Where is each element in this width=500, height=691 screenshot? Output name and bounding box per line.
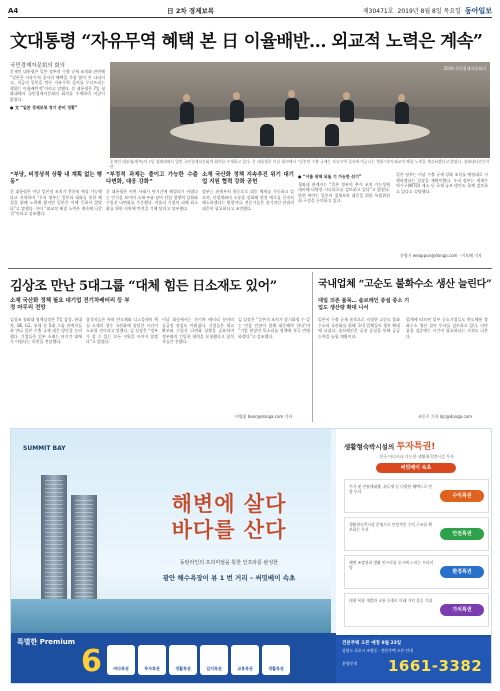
product-description: 대형 복합 개발과 교통 호재로 미래 가치 상승 기대 xyxy=(349,598,433,603)
product-description: 주거 및 전월세대출, 취득세 등 다양한 혜택으로 안정 투자 xyxy=(349,484,433,494)
issue-date: 2019년 8월 8일 목요일 xyxy=(397,8,461,15)
photo-figure xyxy=(340,100,354,122)
photo-figure-head xyxy=(288,90,295,98)
story2-column: 김상조 청와대 정책실장은 7일 삼성, 현대차, SK, LG, 롯데 등 5대 그룹 관계자들과 만나 일본 수출 규제 대응 방안을 논의했다. 기업들은 일부 소재는 단기간 대체가 어렵다는 의견을 전달했다. xyxy=(10,317,82,345)
main-kicker: 국민경제자문회의 회의 xyxy=(10,63,65,69)
ad-panel-title xyxy=(344,439,435,452)
premium-text: 특별한 Premium xyxy=(17,638,76,646)
ad-product-row xyxy=(344,555,489,589)
premium-chip: 생활특권 xyxy=(262,645,290,675)
premium-chips xyxy=(107,645,290,675)
body-column-1 xyxy=(10,172,102,217)
body-column-2 xyxy=(106,172,198,211)
body-column-3 xyxy=(202,172,294,211)
product-badge: 환경특권 xyxy=(440,566,484,578)
ad-panel-title-prefix: 생활형숙박시설의 xyxy=(344,443,395,451)
premium-label xyxy=(17,639,87,677)
premium-chip: 입지특권 xyxy=(200,645,228,675)
contact-detail: 강원도 속초시 조양동 · 견본주택 오픈 안내 xyxy=(342,648,413,653)
lead-text: 문재인 대통령은 일본 정부의 수출 규제 조치와 관련해 “일본은 자유무역 질서의 혜택을 가장 많이 본 나라이고, 지금의 일본을 만든 자유무역 질서를 무너뜨리는 행위는 이율배반적”이라고 말했다. 문 대통령은 7일 청와대에서 국민경제자문회의 회의를 주재하며 이같이 밝혔다. xyxy=(10,69,105,102)
photo-figure-head xyxy=(343,92,350,100)
photo-caption: 문재인 대통령(왼쪽)이 7일 청와대에서 열린 국민경제자문회의 회의를 주재하고 있다. 문 대통령은 이날 회의에서 “일본의 수출 규제는 자유무역 질서에 어긋나는 행위”라며 외교적 해결 노력을 계속하겠다고 밝혔다. 청와대사진기자단 xyxy=(110,159,490,169)
story3-column: 일본이 수출 규제 품목으로 지정한 고순도 불화수소의 국산화를 위해 국내 업체들이 생산 확대에 나섰다. 솔브레인은 공장 증설을 통해 공급 능력을 늘릴 계획이다. xyxy=(318,317,400,339)
photo-event-tag: 2019 국민경제자문회의 xyxy=(443,66,486,71)
product-description: 해변 조망권과 생활 인프라를 동시에 누리는 프리미엄 xyxy=(349,560,434,570)
body-column-4 xyxy=(298,172,390,204)
page-number: A4 xyxy=(8,6,19,15)
section-title: 日 2차 경제보복 xyxy=(167,7,215,15)
ad-panel-subtitle: 전국 어디서나 가능한 생활형숙박시설 투자 xyxy=(379,454,454,459)
contact-headline: 견본주택 오픈 예정 8월 23일 xyxy=(342,641,402,646)
product-description: 생활형숙박시설 운영으로 안정적인 수익 구조를 확보하는 투자 xyxy=(349,522,433,532)
ad-product-row xyxy=(344,593,489,627)
section-divider xyxy=(8,268,492,269)
column-text: 일본 정부는 이날 수출 규제 강화 조치를 예정대로 시행하겠다는 입장을 재확인했다. 우리 정부는 세계무역기구(WTO) 제소 등 국제 공조 방안도 함께 검토하고 있다고 설명했다. xyxy=(396,172,488,194)
column-quote: “부정적 과제는 줄이고 가능한 수출 다변화, 대응 강화” xyxy=(106,172,198,185)
story2-subhead: 소재 국산화 정책 필요 대기업 전기차배터리 등 부정 마무리 전망 xyxy=(10,298,130,311)
photo-figure xyxy=(395,102,409,124)
product-badge: 안전특권 xyxy=(440,528,484,540)
story2-column: 김 실장은 “일본의 조치가 장기화될 수 있는 만큼 민관이 함께 대응해야 한다”며 “기업 현장의 목소리를 정책에 적극 반영하겠다”고 강조했다. xyxy=(238,317,310,339)
ad-contact-box[interactable] xyxy=(336,637,492,683)
ad-copy-highlight: 광안 해수욕장이 뷰 1 번 거리 – 써밋베이 속초 xyxy=(162,574,296,582)
ad-slogan-line: 바다를 산다 xyxy=(171,517,287,542)
ad-slogan xyxy=(129,491,329,543)
product-badge: 가치특권 xyxy=(440,604,484,616)
ad-water xyxy=(11,599,331,637)
column-divider xyxy=(312,272,313,422)
advertisement[interactable] xyxy=(10,428,492,684)
ad-panel-title-main: 투자특권! xyxy=(396,442,436,452)
premium-number: 6 xyxy=(81,644,102,679)
story2-headline: 김상조 만난 5대그룹 “대체 힘든 日소재도 있어” xyxy=(10,279,277,294)
reporter-byline: 문병기 weappon@donga.com · 이보혜 기자 xyxy=(400,253,482,258)
photo-figure xyxy=(285,98,299,120)
contact-label: 분양문의 xyxy=(342,661,358,666)
page-header xyxy=(8,4,492,18)
ad-investment-panel xyxy=(336,429,492,635)
ad-product-row xyxy=(344,479,489,513)
story3-column: 업계에 따르면 일부 중소기업들도 반도체용 불화수소 생산 설비 투자를 검토하고 있다. 다만 품질 검증에는 시간이 필요하다는 지적도 나온다. xyxy=(406,317,488,339)
photo-table xyxy=(170,117,430,147)
story2-column: 이날 회동에서는 전기차 배터리 분야의 공급망 점검도 이뤄졌다. 기업들은 재고 확보와 수입선 다변화 상황을 공유하며 정부와의 긴밀한 협력을 요청했다고 참석자들은 전했다. xyxy=(162,317,234,345)
column-text: 문 대통령은 이날 일본의 조치가 충분히 예상 가능했다고 지적하며 “우리 정부는 일본과 대화를 통한 해결을 위해 노력해 왔지만 일본은 이에 응하지 않았다”고 말했다. 이어 “외교적 해결 노력은 계속해 나갈 것”이라고 강조했다. xyxy=(10,189,102,217)
column-subhead: ● “이를 위해 되돌 기 가능한 쉬기” xyxy=(298,174,362,179)
story3-subhead: 대일 의존 품목… 솔브레인 증설 중소 기업도 생산량 확대 나서 xyxy=(318,298,410,311)
column-text: 청와대 관계자는 “일본 정부의 추가 조치 가능성에 대비해 다양한 시나리오를 검토하고 있다”고 밝혔다. 한편 여야는 일본의 경제보복 대응을 위한 특별위원회 구성을 논의하고 있다. xyxy=(298,181,390,204)
photo-figure xyxy=(230,100,244,122)
lead-subhead: ● 文 “일본 경제보복 장기 준비 정황” xyxy=(10,104,78,110)
photo-figure-head xyxy=(398,94,405,102)
premium-chip: 투자특권 xyxy=(138,645,166,675)
contact-phone[interactable]: 1661-3382 xyxy=(388,657,483,675)
column-text: 정부는 관계부처 합동으로 대응 체계를 가동하고 있으며, 산업계와의 소통을 강화해 현장 애로를 신속히 해소하겠다는 방침이다. 전문가들은 장기적인 관점의 대응이 필요하다고 조언했다. xyxy=(202,189,294,211)
body-column-5 xyxy=(396,172,488,194)
newspaper-logo: 동아일보 xyxy=(464,6,492,15)
ad-product-row xyxy=(344,517,489,551)
premium-chip: 바다특권 xyxy=(107,645,135,675)
photo-figure xyxy=(260,124,274,146)
meeting-photo xyxy=(110,62,490,158)
header-meta xyxy=(363,6,492,16)
story3-byline: 조동주 기자 djc@donga.com xyxy=(418,414,473,419)
column-quote: 소재 국산화 정책 지속추진 위기 대기업 지원 협력 강화 공헌 xyxy=(202,172,294,185)
premium-chip: 교통특권 xyxy=(231,645,259,675)
premium-chip: 생활특권 xyxy=(169,645,197,675)
ad-slogan-line: 해변에 살다 xyxy=(171,491,287,516)
photo-figure-head xyxy=(233,92,240,100)
story2-byline: 이병훈 bear@donga.com 기자 xyxy=(235,414,293,419)
photo-backdrop xyxy=(110,62,490,107)
photo-figure xyxy=(325,124,339,146)
ad-brand-logo: SUMMIT BAY xyxy=(23,445,66,452)
story3-headline: 국내업체 “고순도 불화수소 생산 늘린다” xyxy=(318,279,492,290)
issue-number: 제30471호 xyxy=(362,8,394,15)
lead-column xyxy=(10,69,105,112)
ad-panel-tag: 써밋베이 속초 xyxy=(376,463,456,473)
story2-column: 참석자들은 특히 반도체와 디스플레이 핵심 소재의 경우 국산화에 상당한 시간이 소요될 것이라고 말했다. 김 실장은 “정부가 할 수 있는 모든 지원을 아끼지 않겠다”고 밝혔다. xyxy=(86,317,158,345)
product-badge: 수익특권 xyxy=(440,490,484,502)
column-text: 문 대통령은 이번 사태가 단기간에 해결되기 어렵다는 인식을 보이며 소재·부품·장비 산업 경쟁력 강화와 수입선 다변화를 주문했다. 아울러 기업의 피해 최소화를 위한 지원에 만전을 기해 달라고 당부했다. xyxy=(106,189,198,211)
column-quote: “부당, 비정상적 상황 내 계획 없는 행동” xyxy=(10,172,102,185)
main-headline: 文대통령 “자유무역 혜택 본 日 이율배반… 외교적 노력은 계속” xyxy=(10,32,483,52)
photo-figure xyxy=(180,102,194,124)
ad-copy: 동탄라인의 프리미엄을 통한 인프라를 완성한 xyxy=(179,560,279,566)
photo-figure-head xyxy=(183,94,190,102)
